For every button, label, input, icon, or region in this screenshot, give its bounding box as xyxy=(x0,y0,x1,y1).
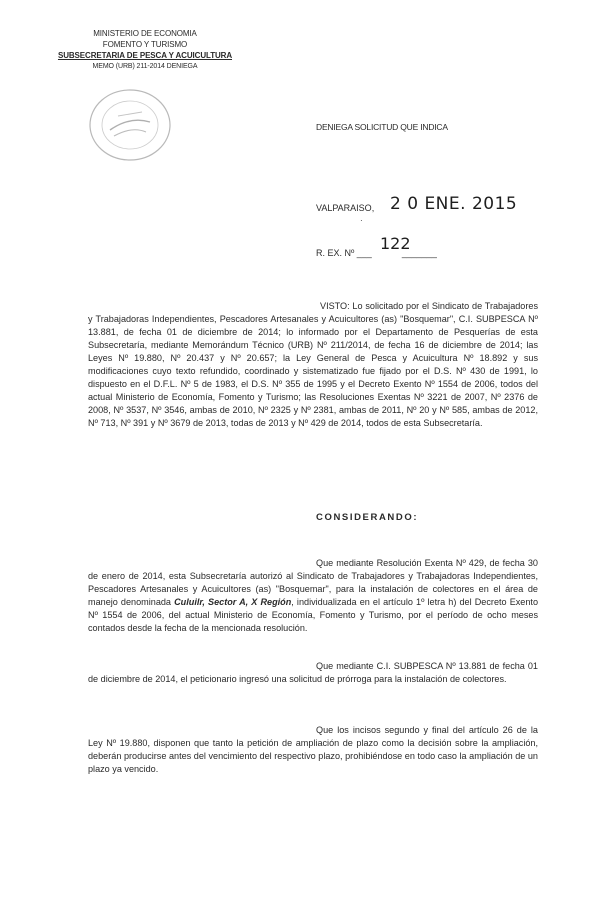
considerando-paragraph-3 xyxy=(88,724,538,776)
visto-paragraph xyxy=(88,300,538,430)
subsecretaria-line: SUBSECRETARIA DE PESCA Y ACUICULTURA xyxy=(57,51,233,60)
considerando-2-text: Que mediante C.I. SUBPESCA Nº 13.881 de fecha 01 de diciembre de 2014, el peticionario ingresó una solicitud de prórroga para la instalación de colectores. xyxy=(88,661,538,684)
considerando-1-text-a: Que mediante Resolución Exenta Nº 429, de fecha 30 de enero de 2014, esta Subsecretaría autorizó al Sindicato de Trabajadores y Trabajadoras Independientes, Pescadores Artesanales y Acuicultores (as) "Bosquemar", para la instalación de colectores en el área de manejo denominada xyxy=(88,558,538,607)
considerando-heading: CONSIDERANDO: xyxy=(316,512,419,523)
place-label: VALPARAISO, xyxy=(316,203,375,213)
letterhead xyxy=(40,28,250,72)
issue-date-stamp: 2 0 ENE. 2015 xyxy=(390,194,518,214)
margin-mark: · xyxy=(360,216,363,225)
considerando-paragraph-2 xyxy=(88,660,538,686)
official-seal-stamp xyxy=(86,86,174,164)
area-name: Culuilr, Sector A, X Región xyxy=(174,597,292,607)
resolution-number: 122 xyxy=(380,234,411,253)
resolution-trail: _______ xyxy=(401,248,437,258)
considerando-1-text-c: , individualizada en el artículo 1º letra h) del Decreto Exento Nº 1554 de 2006, del actual Ministerio de Economía, Fomento y Turismo, por el período de ocho meses contados desde la fecha de la mencionada resolución. xyxy=(88,597,539,633)
resolution-label: R. EX. Nº ___ xyxy=(316,248,372,258)
resolution-number-line xyxy=(316,248,437,258)
ministry-subline: FOMENTO Y TURISMO xyxy=(102,40,188,49)
ministry-line: MINISTERIO DE ECONOMIA xyxy=(93,29,197,38)
visto-text: VISTO: Lo solicitado por el Sindicato de Trabajadores y Trabajadoras Independientes, Pescadores Artesanales y Acuicultores (as) "Bosquemar", C.I. SUBPESCA Nº 13.881, de fecha 01 de diciembre de 2014; lo informado por el Departamento de Pesquerías de esta Subsecretaría, mediante Memorándum Técnico (URB) Nº 211/2014, de fecha 16 de diciembre de 2014; las Leyes Nº 19.880, Nº 20.437 y Nº 20.657; la Ley General de Pesca y Acuicultura Nº 18.892 y sus modificaciones cuyo texto refundido, coordinado y sistematizado fue fijado por el D.S. Nº 430 de 1991, lo dispuesto en el D.F.L. Nº 5 de 1983, el D.S. Nº 355 de 1995 y el Decreto Exento Nº 1554 de 2006, todos del actual Ministerio de Economía, Fomento y Turismo; las Resoluciones Exentas Nº 3221 de 2007, Nº 2376 de 2008, Nº 3537, Nº 3546, ambas de 2010, Nº 2325 y Nº 2381, ambas de 2011, Nº 20 y Nº 585, ambas de 2012, Nº 713, Nº 391 y Nº 3679 de 2013, todas de 2013 y Nº 429 de 2014, todos de esta Subsecretaría. xyxy=(88,301,538,428)
document-subject: DENIEGA SOLICITUD QUE INDICA xyxy=(316,122,448,132)
considerando-3-text: Que los incisos segundo y final del artículo 26 de la Ley Nº 19.880, disponen que tanto la petición de ampliación de plazo como la decisión sobre la ampliación, deberán producirse antes del vencimiento del respectivo plazo, prohibiéndose en todo caso la ampliación de un plazo ya vencido. xyxy=(88,725,538,774)
considerando-paragraph-1 xyxy=(88,557,538,635)
memo-reference: MEMO (URB) 211-2014 DENIEGA xyxy=(92,63,198,70)
